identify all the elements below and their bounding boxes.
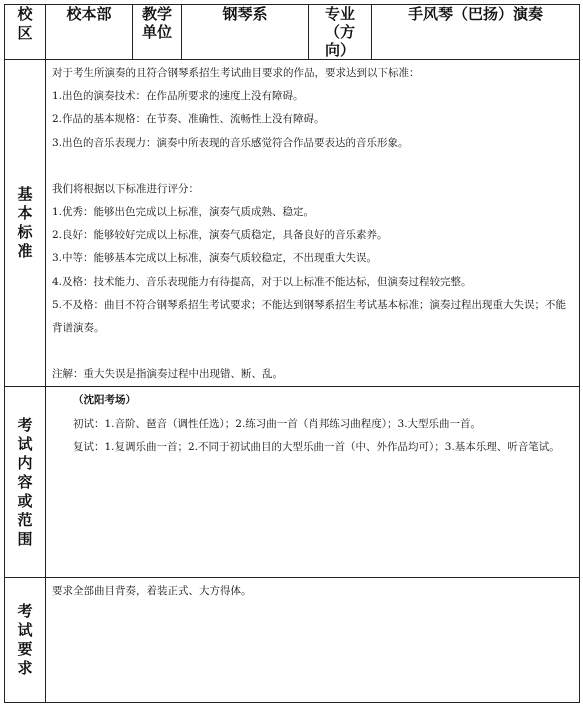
standard-item: 3.出色的音乐表现力：演奏中所表现的音乐感觉符合作品要表达的音乐形象。 (52, 136, 409, 149)
grade-item: 3.中等：能够基本完成以上标准，演奏气质较稳定，不出现重大失误。 (52, 252, 378, 265)
scope-retest: 复试：1.复调乐曲一首；2.不同于初试曲目的大型乐曲一首（中、外作品均可）；3.基本乐理、听音笔试。 (73, 440, 560, 453)
scope-venue: （沈阳考场） (73, 394, 136, 407)
major-label: 专业（方向） (309, 5, 372, 60)
requirements-row (5, 578, 580, 703)
standard-item: 2.作品的基本规格：在节奏、准确性、流畅性上没有障碍。 (52, 113, 325, 126)
grade-item: 5.不及格：曲目不符合钢琴系招生考试要求；不能达到钢琴系招生考试基本标准；演奏过程出现重大失误；不能背谱演奏。 (52, 298, 567, 335)
criteria-row (5, 60, 580, 387)
campus-label: 校区 (5, 5, 46, 60)
criteria-label: 基本标准 (5, 60, 46, 387)
criteria-intro: 对于考生所演奏的且符合钢琴系招生考试曲目要求的作品，要求达到以下标准： (52, 67, 420, 79)
admission-table (4, 4, 580, 703)
requirements-label: 考试要求 (5, 578, 46, 703)
requirements-content (46, 578, 580, 703)
scope-content (46, 387, 580, 578)
major-value: 手风琴（巴扬）演奏 (372, 5, 580, 60)
header-row (5, 5, 580, 60)
unit-label: 教学单位 (133, 5, 182, 60)
grade-item: 2.良好：能够较好完成以上标准，演奏气质稳定，具备良好的音乐素养。 (52, 229, 388, 242)
criteria-note: 注解：重大失误是指演奏过程中出现错、断、乱。 (52, 368, 283, 381)
campus-value: 校本部 (46, 5, 133, 60)
scope-label: 考试内容或范围 (5, 387, 46, 578)
grade-item: 4.及格：技术能力、音乐表现能力有待提高，对于以上标准不能达标，但演奏过程较完整。 (52, 275, 472, 288)
unit-value: 钢琴系 (182, 5, 309, 60)
standard-item: 1.出色的演奏技术：在作品所要求的速度上没有障碍。 (52, 90, 304, 103)
requirements-text: 要求全部曲目背奏，着装正式、大方得体。 (52, 585, 252, 598)
scope-row (5, 387, 580, 578)
grading-intro: 我们将根据以下标准进行评分： (52, 182, 199, 195)
grade-item: 1.优秀：能够出色完成以上标准，演奏气质成熟、稳定。 (52, 206, 315, 219)
criteria-content (46, 60, 580, 387)
scope-preliminary: 初试：1.音阶、琶音（调性任选）；2.练习曲一首（肖邦练习曲程度）；3.大型乐曲一首。 (73, 417, 482, 430)
